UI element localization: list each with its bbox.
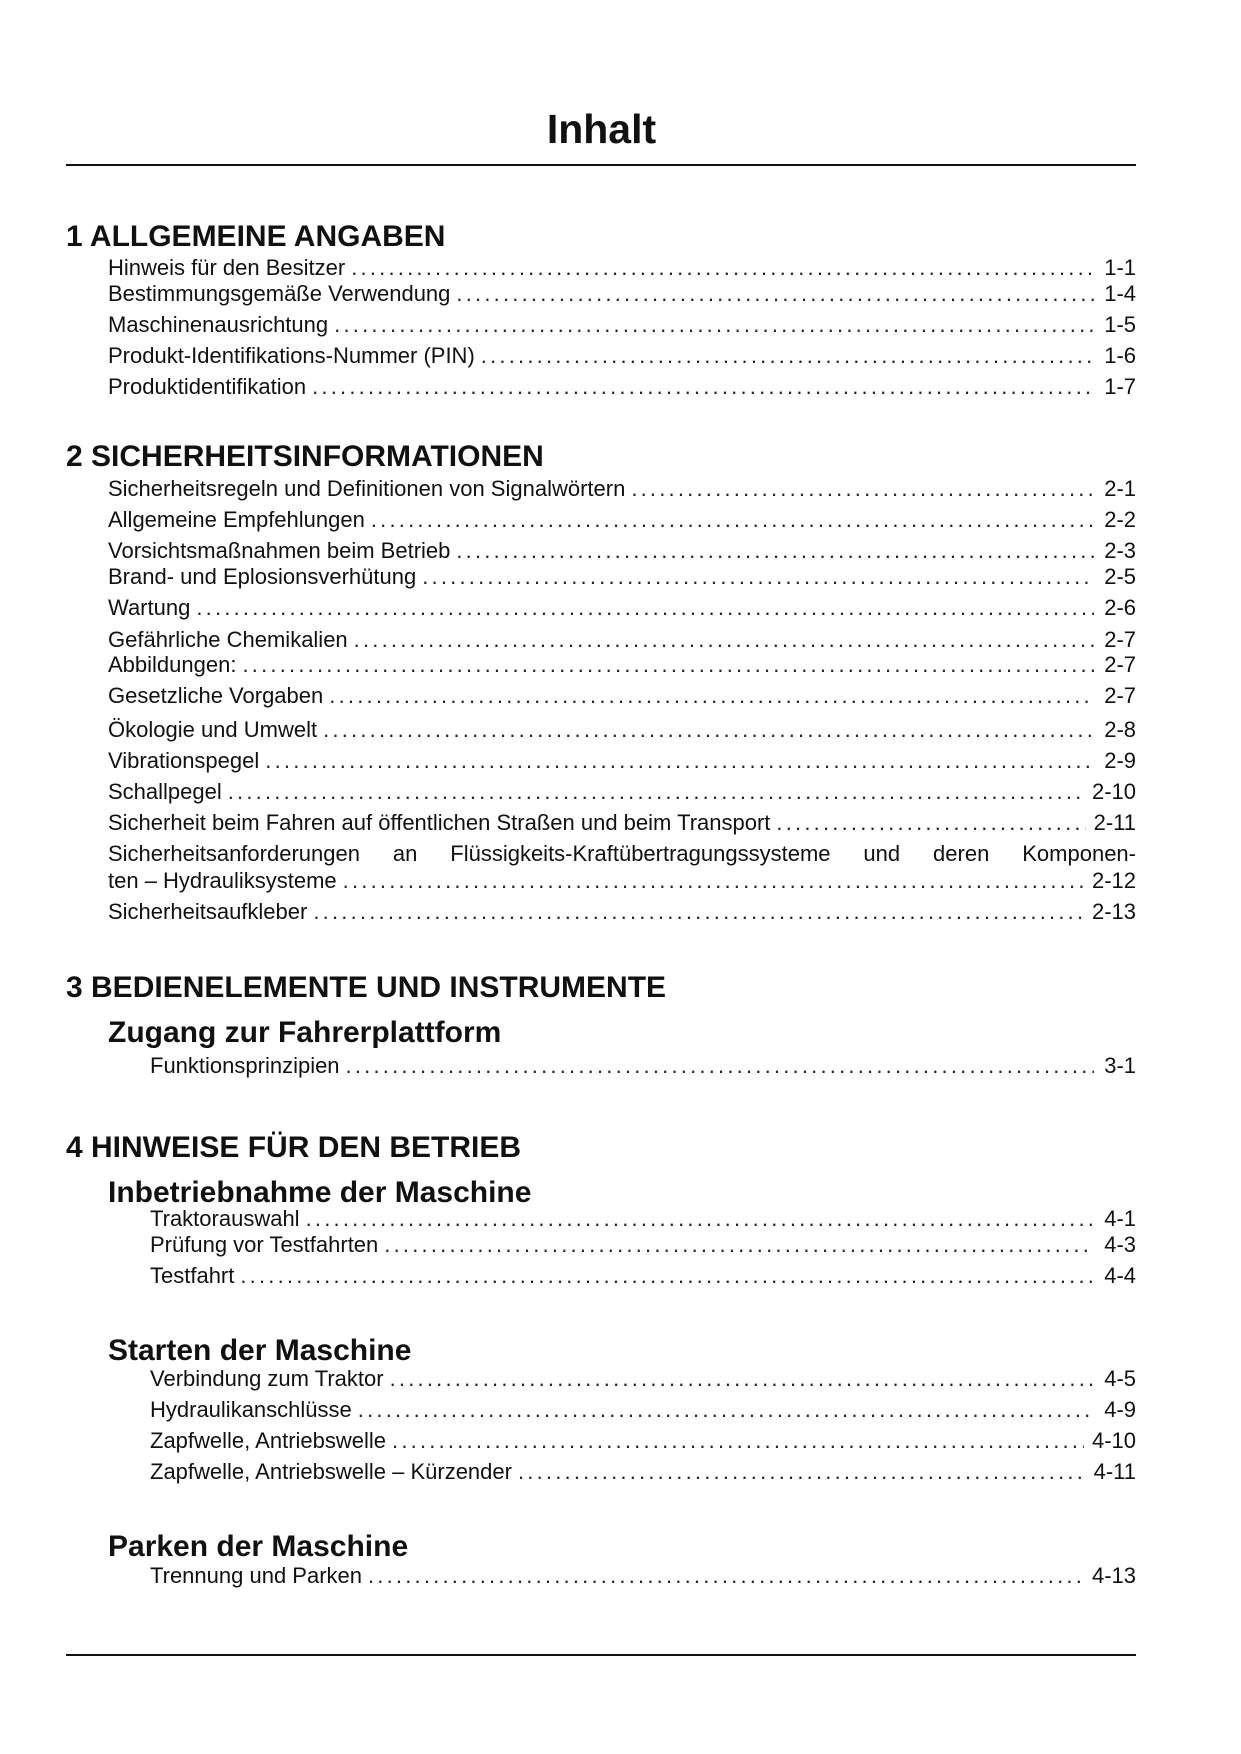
toc-entry-page: 2-7 [1104,652,1136,677]
toc-entry-label: Gesetzliche Vorgaben [108,683,324,708]
toc-entry-label: Abbildungen: [108,652,237,677]
toc-entry-page: 1-5 [1104,312,1136,337]
dot-leader [343,868,1084,894]
toc-entry-page: 4-4 [1104,1263,1136,1288]
toc-entry-label: Sicherheit beim Fahren auf öffentlichen Straßen und beim Transport [108,810,771,835]
toc-entry[interactable] [150,1232,1136,1258]
toc-entry[interactable] [108,652,1136,678]
toc-entry-label: Traktorauswahl [150,1206,300,1231]
toc-entry-page: 2-6 [1104,595,1136,620]
dot-leader [313,899,1084,925]
toc-entry[interactable] [150,1563,1136,1589]
section-3-heading: 3 BEDIENELEMENTE UND INSTRUMENTE [66,971,667,1004]
toc-entry-page: 4-1 [1104,1206,1136,1231]
dot-leader [384,1232,1094,1258]
dot-leader [371,507,1094,533]
subsection-heading: Inbetriebnahme der Maschine [108,1176,532,1209]
toc-entry-label: Prüfung vor Testfahrten [150,1232,379,1257]
toc-entry[interactable] [108,507,1136,533]
dot-leader [346,1053,1094,1079]
toc-entry-wrapped-line[interactable]: Sicherheitsanforderungen an Flüssigkeits-Kraftübertragungssysteme und deren Komponen- [108,841,1136,866]
toc-entry-page: 2-12 [1091,868,1136,893]
toc-entry-page: 4-5 [1104,1366,1136,1391]
dot-leader [456,538,1094,564]
toc-entry-page: 4-13 [1091,1563,1136,1588]
page-title: Inhalt [546,106,657,152]
dot-leader [196,595,1094,621]
toc-entry-label: Bestimmungsgemäße Verwendung [108,281,451,306]
dot-leader [518,1459,1086,1485]
toc-entry[interactable] [108,810,1136,836]
section-2-heading: 2 SICHERHEITSINFORMATIONEN [66,440,544,473]
toc-entry[interactable] [108,683,1136,709]
toc-entry-page: 4-3 [1104,1232,1136,1257]
toc-entry-page: 2-13 [1091,899,1136,924]
dot-leader [351,255,1094,281]
toc-entry-label: Sicherheitsregeln und Definitionen von Signalwörtern [108,476,626,501]
toc-entry[interactable] [108,595,1136,621]
toc-entry-page: 2-2 [1104,507,1136,532]
toc-entry-page: 2-5 [1104,564,1136,589]
toc-entry[interactable] [150,1459,1136,1485]
toc-entry-page: 2-7 [1104,627,1136,652]
toc-entry-page: 2-9 [1104,748,1136,773]
toc-entry-label: Vorsichtsmaßnahmen beim Betrieb [108,538,451,563]
toc-entry-page: 4-10 [1091,1428,1136,1453]
toc-entry-page: 2-8 [1104,717,1136,742]
toc-entry[interactable] [108,538,1136,564]
toc-entry-label: Verbindung zum Traktor [150,1366,384,1391]
toc-entry-label: ten – Hydrauliksysteme [108,868,337,893]
toc-entry-page: 3-1 [1104,1053,1136,1078]
toc-entry-page: 4-9 [1104,1397,1136,1422]
dot-leader [228,779,1084,805]
toc-entry[interactable] [108,255,1136,281]
toc-entry[interactable] [108,868,1136,894]
toc-entry[interactable] [108,627,1136,653]
dot-leader [354,627,1094,653]
toc-entry-page: 2-11 [1093,810,1136,835]
subsection-heading: Starten der Maschine [108,1334,412,1367]
dot-leader [242,652,1094,678]
toc-entry[interactable] [150,1397,1136,1423]
toc-entry-page: 2-7 [1104,683,1136,708]
toc-entry-label: Schallpegel [108,779,222,804]
toc-entry[interactable] [108,343,1136,369]
dot-leader [392,1428,1084,1454]
toc-entry-label: Vibrationspegel [108,748,260,773]
toc-entry-page: 1-6 [1104,343,1136,368]
toc-entry-label: Hydraulikanschlüsse [150,1397,352,1422]
toc-entry-label: Produktidentifikation [108,374,307,399]
dot-leader [265,748,1094,774]
toc-entry[interactable] [108,476,1136,502]
dot-leader [323,717,1094,743]
dot-leader [240,1263,1094,1289]
bottom-divider [66,1654,1136,1656]
toc-entry-label: Produkt-Identifikations-Nummer (PIN) [108,343,475,368]
dot-leader [631,476,1094,502]
toc-entry-label: Gefährliche Chemikalien [108,627,348,652]
dot-leader [456,281,1094,307]
dot-leader [312,374,1094,400]
toc-entry[interactable] [108,374,1136,400]
dot-leader [334,312,1094,338]
subsection-heading: Parken der Maschine [108,1530,409,1563]
toc-entry-page: 2-10 [1091,779,1136,804]
toc-entry[interactable] [150,1206,1136,1232]
toc-entry[interactable] [150,1366,1136,1392]
subsection-heading: Zugang zur Fahrerplattform [108,1016,502,1049]
toc-entry[interactable] [150,1053,1136,1079]
toc-entry-label: Testfahrt [150,1263,235,1288]
toc-entry-label: Wartung [108,595,191,620]
toc-entry-label: Trennung und Parken [150,1563,362,1588]
dot-leader [481,343,1094,369]
toc-entry[interactable] [108,564,1136,590]
toc-entry-label: Sicherheitsaufkleber [108,899,308,924]
toc-entry-label: Ökologie und Umwelt [108,717,318,742]
toc-entry-label: Zapfwelle, Antriebswelle – Kürzender [150,1459,512,1484]
toc-entry-label: Allgemeine Empfehlungen [108,507,365,532]
toc-entry[interactable] [108,899,1136,925]
dot-leader [776,810,1085,836]
toc-entry-page: 2-3 [1104,538,1136,563]
dot-leader [358,1397,1094,1423]
dot-leader [390,1366,1094,1392]
toc-entry-label: Funktionsprinzipien [150,1053,340,1078]
toc-entry[interactable] [150,1263,1136,1289]
toc-entry-label: Brand- und Eplosionsverhütung [108,564,417,589]
toc-entry-label: Zapfwelle, Antriebswelle [150,1428,387,1453]
dot-leader [306,1206,1094,1232]
toc-entry-page: 2-1 [1104,476,1136,501]
toc-entry[interactable] [150,1428,1136,1454]
section-4-heading: 4 HINWEISE FÜR DEN BETRIEB [66,1131,522,1164]
toc-entry-label: Maschinenausrichtung [108,312,329,337]
dot-leader [329,683,1094,709]
toc-entry[interactable] [108,312,1136,338]
toc-entry-label: Hinweis für den Besitzer [108,255,346,280]
toc-entry[interactable] [108,748,1136,774]
toc-entry-page: 4-11 [1093,1459,1136,1484]
toc-entry[interactable] [108,281,1136,307]
dot-leader [368,1563,1084,1589]
dot-leader [422,564,1094,590]
toc-entry[interactable] [108,779,1136,805]
top-divider [66,164,1136,166]
toc-entry-page: 1-7 [1104,374,1136,399]
section-1-heading: 1 ALLGEMEINE ANGABEN [66,220,446,253]
toc-entry-page: 1-1 [1104,255,1136,280]
toc-entry[interactable] [108,717,1136,743]
toc-entry-page: 1-4 [1104,281,1136,306]
